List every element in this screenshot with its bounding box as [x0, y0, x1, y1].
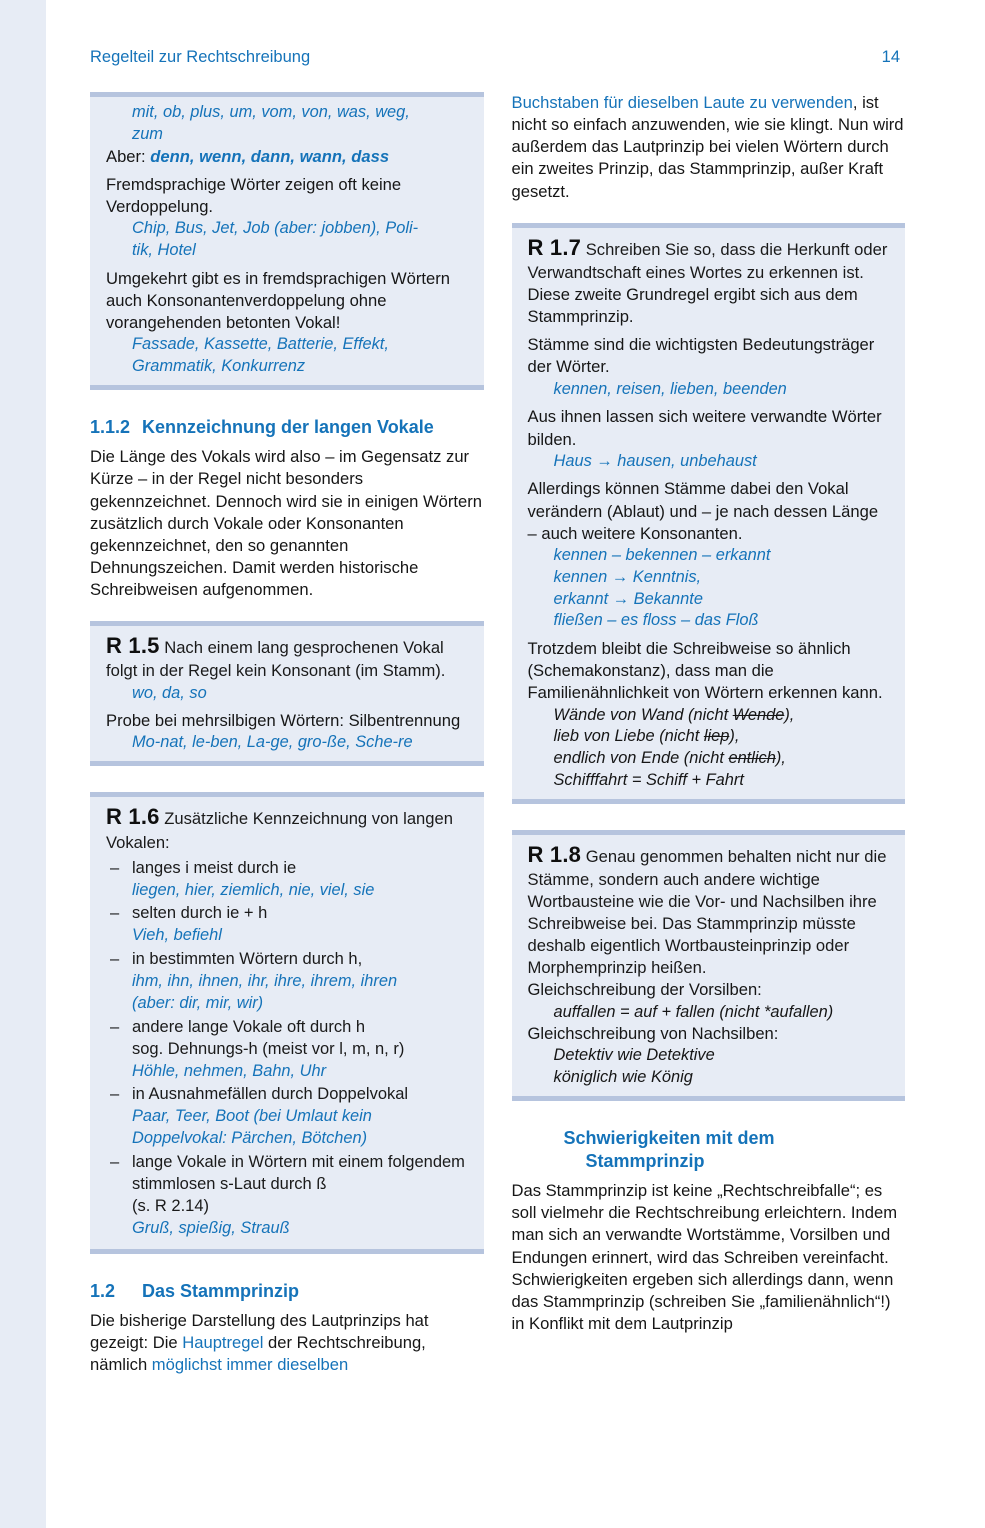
- rule-label: R 1.5: [106, 633, 160, 659]
- example-line: liegen, hier, ziemlich, nie, viel, sie: [132, 880, 375, 899]
- paragraph-part: der Rechtschreibung, nämlich: [90, 1333, 426, 1375]
- example-line: Höhle, nehmen, Bahn, Uhr: [132, 1061, 327, 1080]
- list-item-text: (s. R 2.14): [132, 1196, 210, 1215]
- rule-heading-text: Zusätzliche Kennzeichnung von langen Vokalen:: [106, 809, 453, 852]
- left-column: [90, 92, 484, 1376]
- aber-line: [106, 146, 470, 168]
- page-header: [90, 48, 900, 67]
- example-line: kennen, reisen, lieben, beenden: [553, 379, 787, 398]
- list-item-text: – selten durch ie + h: [132, 904, 268, 923]
- example-line: Vieh, befiehl: [132, 926, 222, 945]
- example-line: Mo-nat, le-ben, La-ge, gro-ße, Sche-re: [132, 733, 413, 752]
- example-line: [554, 726, 892, 748]
- paragraph: Aus ihnen lassen sich weitere verwandte Wörter bilden.: [527, 407, 882, 449]
- example-line: Schifffahrt = Schiff + Fahrt: [553, 771, 744, 790]
- example-part: ),: [784, 705, 795, 724]
- list-item: [106, 1017, 470, 1083]
- heading-number: [512, 1127, 564, 1150]
- example-line: Grammatik, Konkurrenz: [132, 356, 306, 375]
- list-item-text: sog. Dehnungs-h (meist vor l, m, n, r): [132, 1039, 405, 1058]
- rule-label: R 1.8: [527, 841, 582, 867]
- list-item: [106, 949, 470, 1015]
- list-item-text: – andere lange Vokale oft durch h: [132, 1017, 366, 1036]
- heading-text: Kennzeichnung der langen Vokale: [142, 416, 434, 437]
- rule-box-r17: [512, 223, 906, 804]
- example-line: wo, da, so: [132, 683, 207, 702]
- example-line: königlich wie König: [553, 1068, 693, 1087]
- rule-heading: [106, 631, 470, 682]
- continued-example-box: [90, 92, 484, 390]
- aber-words: denn, wenn, dann, wann, dass: [150, 146, 390, 166]
- paragraph-part: , ist nicht so einfach anzuwenden, wie sie klingt. Nun wird außerdem das Lautprinzip bei vielen Wörtern durch ein zweites Prinzip, das Stammprinzip, außer Kraft gesetzt.: [511, 93, 904, 201]
- example-line: Fassade, Kassette, Batterie, Effekt,: [132, 335, 389, 354]
- heading-1-2: [90, 1280, 484, 1303]
- example-part: ),: [729, 727, 740, 746]
- highlight-dieselben: möglichst immer dieselben: [151, 1355, 349, 1375]
- rule-heading-text: Genau genommen behalten nicht nur die Stämme, sondern auch andere wichtige Wortbausteine wie die Vor- und Nachsilben ihre Schreibweise bei. Das Stammprinzip müsste deshalb eigentlich Wortbausteinprinzip oder Morphemprinzip heißen.: [527, 846, 887, 978]
- heading-number: 1.1.2: [90, 416, 131, 437]
- example-line: kennen → Kenntnis,: [553, 567, 702, 586]
- rule-box-r15: [90, 621, 484, 766]
- aber-label: Aber:: [106, 146, 146, 166]
- example-line: tik, Hotel: [132, 240, 196, 259]
- example-part: lieb von Liebe (nicht: [553, 727, 704, 746]
- list-item: [106, 1084, 470, 1150]
- struck-word: Wende: [732, 705, 785, 724]
- list-item-text: – in bestimmten Wörtern durch h,: [132, 950, 363, 969]
- paragraph: Gleichschreibung der Vorsilben:: [527, 980, 762, 1000]
- example-line: Paar, Teer, Boot (bei Umlaut kein: [132, 1107, 372, 1126]
- list-item-text: – lange Vokale in Wörtern mit einem folgendem stimmlosen s-Laut durch ß: [132, 1152, 465, 1193]
- page-margin-bar: [0, 0, 46, 1528]
- rule-heading-text: Schreiben Sie so, dass die Herkunft oder Verwandtschaft eines Wortes zu erkennen ist.: [527, 239, 888, 282]
- rule-label: R 1.7: [527, 234, 582, 260]
- page-number: 14: [881, 48, 900, 66]
- example-line: auffallen = auf + fallen (nicht *aufallen): [553, 1002, 834, 1021]
- rule-box-r16: [90, 792, 484, 1253]
- example-line: erkannt → Bekannte: [553, 589, 703, 608]
- example-line: Gruß, spießig, Strauß: [132, 1218, 290, 1237]
- heading-1-2-1: [512, 1127, 906, 1172]
- two-column-body: [90, 92, 905, 1376]
- list-item: [106, 903, 470, 947]
- rule-heading: [528, 840, 892, 980]
- highlight-buchstaben: Buchstaben für dieselben Laute zu verwenden: [511, 93, 853, 112]
- highlight-hauptregel: Hauptregel: [182, 1333, 264, 1353]
- paragraph: Diese zweite Grundregel ergibt sich aus dem Stammprinzip.: [527, 285, 858, 327]
- example-line: [554, 748, 892, 770]
- paragraph-1-2-1: Das Stammprinzip ist keine „Rechtschreibfalle“; es soll vielmehr die Rechtschreibung erleichtern. Indem man sich an verwandte Wortstämme, Vorsilben und Endungen erinnert, wird das Schreiben vereinfacht. Schwierigkeiten ergeben sich allerdings dann, wenn das Stammprinzip (schreiben Sie „familienähnlich“!) in Konflikt mit dem Lautprinzip: [511, 1181, 898, 1333]
- example-line: fließen – es floss – das Floß: [553, 611, 759, 630]
- example-line: mit, ob, plus, um, vom, von, was, weg,: [132, 103, 410, 121]
- paragraph: Stämme sind die wichtigsten Bedeutungsträger der Wörter.: [527, 335, 875, 377]
- heading-text-line2: Stammprinzip: [585, 1150, 705, 1171]
- rule-heading: [528, 233, 892, 284]
- example-part: endlich von Ende (nicht: [553, 749, 729, 768]
- example-line: [554, 705, 892, 727]
- example-part: ),: [775, 749, 786, 768]
- example-line: Haus → hausen, unbehaust: [553, 451, 757, 470]
- rule-box-r18: [512, 830, 906, 1101]
- paragraph-1-2: [90, 1310, 484, 1376]
- example-line: Doppelvokal: Pärchen, Bötchen): [132, 1129, 368, 1148]
- example-line: zum: [132, 124, 163, 143]
- heading-text: Das Stammprinzip: [142, 1280, 300, 1301]
- list-item-text: – langes i meist durch ie: [132, 858, 297, 877]
- example-line: ihm, ihn, ihnen, ihr, ihre, ihrem, ihren: [132, 972, 398, 991]
- rule-heading: [106, 802, 470, 853]
- example-line: kennen – bekennen – erkannt: [553, 545, 771, 564]
- continued-paragraph: [512, 92, 906, 203]
- struck-word: entlich: [728, 749, 776, 768]
- list-item: [106, 858, 470, 902]
- example-line: Detektiv wie Detektive: [553, 1046, 715, 1065]
- heading-number: 1.2: [90, 1280, 116, 1301]
- list-item-text: – in Ausnahmefällen durch Doppelvokal: [132, 1085, 409, 1104]
- example-line: (aber: dir, mir, wir): [132, 993, 264, 1012]
- paragraph-part: Die bisherige Darstellung des Lautprinzips hat gezeigt: Die: [90, 1311, 429, 1353]
- right-column: [512, 92, 906, 1376]
- probe-text: bei mehrsilbigen Wörtern: Silbentrennung: [150, 711, 461, 731]
- paragraph-1-1-2: Die Länge des Vokals wird also – im Gegensatz zur Kürze – in der Regel nicht besonders gekennzeichnet. Dennoch wird sie in einigen Wörtern zusätzlich durch Vokale oder Konsonanten gekennzeichnet, den so genannten Dehnungszeichen. Damit werden historische Schreibweisen aufgenommen.: [90, 447, 483, 600]
- paragraph: Gleichschreibung von Nachsilben:: [527, 1024, 779, 1044]
- paragraph: Allerdings können Stämme dabei den Vokal verändern (Ablaut) und – je nach dessen Länge – auch weitere Konsonanten.: [527, 479, 879, 543]
- list-item: [106, 1152, 470, 1240]
- paragraph: Fremdsprachige Wörter zeigen oft keine Verdoppelung.: [106, 174, 402, 216]
- rule-item-list: [106, 858, 470, 1240]
- rule-heading-text: Nach einem lang gesprochenen Vokal folgt in der Regel kein Konsonant (im Stamm).: [106, 638, 446, 681]
- example-part: Wände von Wand (nicht: [553, 705, 733, 724]
- header-title: Regelteil zur Rechtschreibung: [90, 48, 311, 66]
- heading-1-1-2: [90, 416, 484, 439]
- example-line: Chip, Bus, Jet, Job (aber: jobben), Poli-: [132, 219, 419, 238]
- paragraph: Umgekehrt gibt es in fremdsprachigen Wörtern auch Konsonantenverdoppelung ohne vorangehenden betonten Vokal!: [106, 268, 451, 332]
- probe-label: Probe: [106, 711, 151, 731]
- struck-word: liep: [703, 727, 730, 746]
- rule-label: R 1.6: [106, 804, 160, 830]
- probe-line: [106, 710, 470, 732]
- heading-text: Schwierigkeiten mit dem: [563, 1128, 775, 1149]
- paragraph: Trotzdem bleibt die Schreibweise so ähnlich (Schemakonstanz), dass man die Familienähnlichkeit von Wörtern erkennen kann.: [527, 639, 883, 703]
